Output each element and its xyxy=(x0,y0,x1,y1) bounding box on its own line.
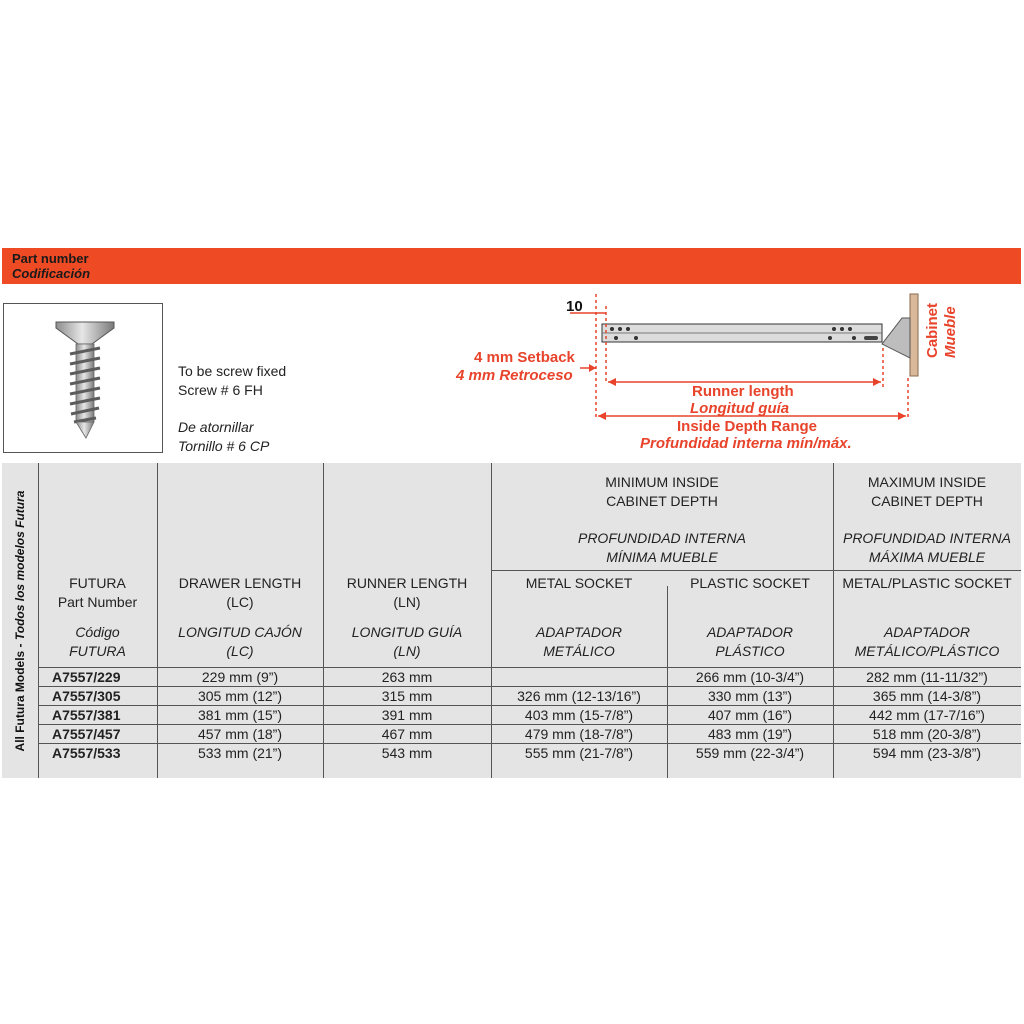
setback-label-en: 4 mm Setback xyxy=(474,349,575,366)
side-label-en: All Futura Models - xyxy=(13,640,27,752)
plastic-socket-depth: 559 mm (22-3/4”) xyxy=(695,745,805,761)
drawer-length: 533 mm (21”) xyxy=(197,745,283,761)
runner-length-label-es: Longitud guía xyxy=(690,400,790,417)
table-row xyxy=(2,725,1021,744)
screw-text-es-2: Tornillo # 6 CP xyxy=(178,438,270,454)
header-metal-plastic-socket: METAL/PLASTIC SOCKET ADAPTADOR METÁLICO/PLÁSTICO xyxy=(842,575,1012,659)
part-number: A7557/229 xyxy=(52,669,121,685)
dimensions-table xyxy=(2,463,1021,778)
drawer-length: 229 mm (9”) xyxy=(201,669,279,685)
runner-length: 543 mm xyxy=(381,745,433,761)
metal-socket-depth: 326 mm (12-13/16”) xyxy=(517,688,641,704)
banner-title: Part number xyxy=(12,251,89,266)
header-minimum-depth: MINIMUM INSIDE CABINET DEPTH PROFUNDIDAD INTERNA MÍNIMA MUEBLE xyxy=(577,474,746,565)
header-futura: FUTURA Part Number Código FUTURA xyxy=(57,575,138,659)
header-maximum-depth: MAXIMUM INSIDE CABINET DEPTH PROFUNDIDAD INTERNA MÁXIMA MUEBLE xyxy=(842,474,1011,565)
screw-description xyxy=(178,362,286,456)
screw-image-box xyxy=(3,303,163,453)
runner-length: 467 mm xyxy=(381,726,433,742)
runner-length: 391 mm xyxy=(381,707,433,723)
header-drawer-length: DRAWER LENGTH (LC) LONGITUD CAJÓN (LC) xyxy=(178,575,302,659)
table-row xyxy=(2,706,1021,725)
divider xyxy=(491,570,1021,571)
runner-length-label-en: Runner length xyxy=(692,383,794,400)
table-row xyxy=(2,687,1021,706)
depth-range-label-en: Inside Depth Range xyxy=(677,418,818,435)
part-number: A7557/381 xyxy=(52,707,121,723)
runner-diagram xyxy=(430,288,990,458)
screw-text-es-1: De atornillar xyxy=(178,419,254,435)
max-depth: 365 mm (14-3/8”) xyxy=(872,688,982,704)
runner-length: 315 mm xyxy=(381,688,433,704)
part-number: A7557/457 xyxy=(52,726,121,742)
header-metal-socket: METAL SOCKET ADAPTADOR METÁLICO xyxy=(525,575,633,659)
dim-10-label: 10 xyxy=(566,298,583,315)
drawer-length: 305 mm (12”) xyxy=(197,688,283,704)
countersunk-screw-icon xyxy=(4,304,162,452)
part-number-banner xyxy=(2,248,1021,284)
plastic-socket-depth: 483 mm (19”) xyxy=(707,726,793,742)
table-row xyxy=(2,668,1021,687)
header-runner-length: RUNNER LENGTH (LN) LONGITUD GUÍA (LN) xyxy=(346,575,468,659)
screw-text-en-1: To be screw fixed xyxy=(178,363,287,379)
plastic-socket-depth: 266 mm (10-3/4”) xyxy=(695,669,805,685)
cabinet-label-es: Mueble xyxy=(942,306,959,358)
drawer-length: 457 mm (18”) xyxy=(197,726,283,742)
cabinet-label-en: Cabinet xyxy=(924,302,941,358)
part-number: A7557/305 xyxy=(52,688,121,704)
metal-socket-depth: 479 mm (18-7/8”) xyxy=(524,726,634,742)
screw-text-en-2: Screw # 6 FH xyxy=(178,382,263,398)
metal-socket-depth: 555 mm (21-7/8”) xyxy=(524,745,634,761)
setback-label-es: 4 mm Retroceso xyxy=(456,367,573,384)
header-plastic-socket: PLASTIC SOCKET ADAPTADOR PLÁSTICO xyxy=(690,575,810,659)
runner-length: 263 mm xyxy=(381,669,433,685)
banner-subtitle: Codificación xyxy=(12,266,91,281)
part-number: A7557/533 xyxy=(52,745,121,761)
side-label-es: Todos los modelos Futura xyxy=(13,490,27,641)
max-depth: 282 mm (11-11/32”) xyxy=(866,669,988,685)
max-depth: 518 mm (20-3/8”) xyxy=(872,726,982,742)
table-row xyxy=(2,744,1021,763)
plastic-socket-depth: 407 mm (16”) xyxy=(707,707,793,723)
max-depth: 442 mm (17-7/16”) xyxy=(869,707,985,723)
max-depth: 594 mm (23-3/8”) xyxy=(872,745,982,761)
drawer-length: 381 mm (15”) xyxy=(197,707,283,723)
metal-socket-depth: 403 mm (15-7/8”) xyxy=(524,707,634,723)
depth-range-label-es: Profundidad interna mín/máx. xyxy=(640,435,852,452)
plastic-socket-depth: 330 mm (13”) xyxy=(707,688,793,704)
